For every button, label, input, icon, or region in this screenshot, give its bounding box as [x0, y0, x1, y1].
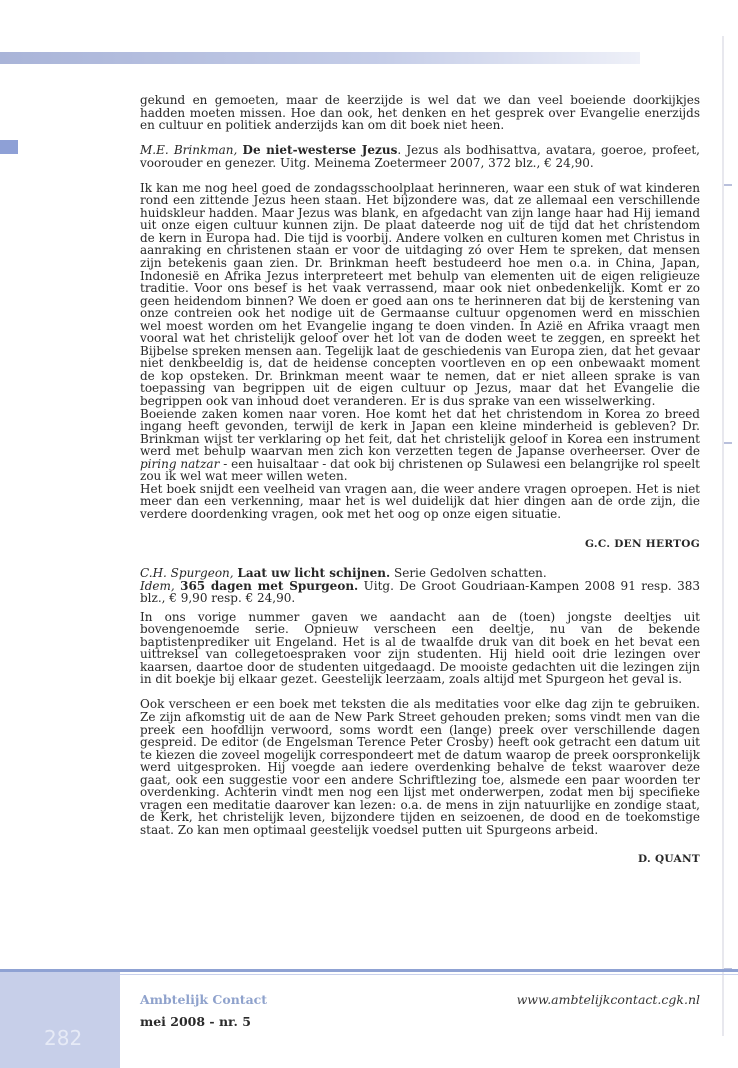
- reviewer-signature: D. QUANT: [638, 853, 700, 866]
- review-2-citation: [140, 144, 700, 169]
- citation-title: Laat uw licht schijnen.: [237, 566, 391, 581]
- website-url[interactable]: www.ambtelijkcontact.cgk.nl: [516, 992, 700, 1007]
- citation-details: Serie Gedolven schatten.: [390, 566, 547, 581]
- review-3-citation: [140, 580, 700, 605]
- italic-term: piring natzar: [140, 456, 220, 471]
- issue-label: mei 2008 - nr. 5: [140, 1014, 251, 1029]
- citation-details: Uitg. De Groot Goudriaan-Kampen 2008 91 resp. 383 blz., € 9,90 resp. € 24,90.: [140, 578, 700, 606]
- page-number: 282: [44, 1026, 83, 1050]
- citation-title: 365 dagen met Spurgeon.: [180, 578, 359, 593]
- journal-title: Ambtelijk Contact: [140, 992, 268, 1007]
- citation-details: . Jezus als bodhisattva, avatara, goeroe, profeet, voorouder en genezer. Uitg. Meinema Zoetermeer 2007, 372 blz., € 24,90.: [140, 143, 700, 170]
- page-number-box: [0, 972, 120, 1068]
- citation-title: De niet-westerse Jezus: [242, 143, 398, 158]
- citation-author: Idem,: [140, 578, 175, 593]
- review-1-conclusion: gekund en gemoeten, maar de keerzijde is wel dat we dan veel boeiende doorkijkjes hadden moeten missen. Hoe dan ook, het denken en het gesprek over Evangelie enerzijds en cultuur en politiek anderzijds kan om dit boek niet heen.: [140, 93, 700, 133]
- header-color-band: [0, 52, 640, 64]
- review-2-paragraph: Ik kan me nog heel goed de zondagsschoolplaat herinneren, waar een stuk of wat kinderen rond een zittende Jezus heen staan. Het bijzondere was, dat ze allemaal een verschillende huidskleur hadden. Maar Jezus was blank, en afgedacht van zijn lange haar had Hij iemand uit onze eigen cultuur kunnen zijn. De plaat dateerde nog uit de tijd dat het christendom de kern in Europa had. Die tijd is voorbij. Andere volken en culturen komen met Christus in aanraking en christenen staan er voor de uitdaging zó over Hem te spreken, dat mensen zijn betekenis gaan zien. Dr. Brinkman heeft bestudeerd hoe men o.a. in China, Japan, Indonesië en Afrika Jezus interpreteert met behulp van elementen uit de eigen religieuze traditie. Voor ons besef is het vaak verrassend, maar ook niet onbedenkelijk. Komt er zo geen heidendom binnen? We doen er goed aan ons te herinneren dat bij de kerstening van onze contreien ook het nodige uit de Germaanse cultuur opgenomen werd en misschien wel moest worden om het Evangelie ingang te doen vinden. In Azië en Afrika vraagt men vooral wat het christelijk geloof over het lot van de doden weet te zeggen, en spreekt het Bijbelse spreken mensen aan. Tegelijk laat de geschiedenis van Europa zien, dat het gevaar niet denkbeeldig is, dat de heidense concepten voortleven en op een onbewaakt moment de kop opsteken. Dr. Brinkman meent waar te nemen, dat er niet alleen sprake is van toepassing van begrippen uit de eigen cultuur op Jezus, maar dat het Evangelie die begrippen ook van inhoud doet veranderen. Er is dus sprake van een wisselwerking.: [140, 180, 700, 409]
- review-3-paragraph: In ons vorige nummer gaven we aandacht aan de (toen) jongste deeltjes uit bovengenoemde serie. Opnieuw verscheen een deeltje, nu van de bekende baptistenprediker uit Engeland. Het is al de twaalfde druk van dit boek en het bevat een uittreksel van collegetoespraken voor zijn studenten. Hij hield ooit drie lezingen over kaarsen, daartoe door de studenten uitgedaagd. De mooiste gedachten uit die lezingen zijn in dit boekje bij elkaar gezet. Geestelijk leerzaam, zoals altijd met Spurgeon het geval is.: [140, 609, 700, 687]
- citation-author: C.H. Spurgeon,: [140, 566, 234, 581]
- reviewer-signature: G.C. DEN HERTOG: [585, 537, 700, 550]
- review-3-paragraph: Ook verscheen er een boek met teksten die als meditaties voor elke dag zijn te gebruiken. Ze zijn afkomstig uit de aan de New Park Street gehouden preken; soms vindt men van die preek een hoofdlijn verwoord, soms wordt een (lange) preek over verschillende dagen gespreid. De editor (de Engelsman Terence Peter Crosby) heeft ook getracht een datum uit te kiezen die zoveel mogelijk correspondeert met de datum waarop de preek oorspronkelijk werd uitgesproken. Hij voegde aan iedere overdenking behalve de tekst waarover deze gaat, ook een suggestie voor een andere Schriftlezing toe, alsmede een paar woorden ter overdenking. Achterin vindt men nog een lijst met onderwerpen, zodat men bij specifieke vragen een meditatie daarover kan lezen: o.a. de mens in zijn natuurlijke en zondige staat, de Kerk, het christelijk leven, bijzondere tijden en seizoenen, de dood en de toekomstige staat. Zo kan men optimaal geestelijk voedsel putten uit Spurgeons arbeid.: [140, 697, 700, 837]
- review-2-paragraph: Het boek snijdt een veelheid van vragen aan, die weer andere vragen oproepen. Het is niet meer dan een verkenning, maar het is wel duidelijk dat hier dingen aan de orde zijn, die verdere doordenking vragen, ook met het oog op onze eigen situatie.: [140, 481, 700, 521]
- edge-tick: [724, 184, 732, 186]
- page-edge-rule: [722, 36, 724, 1036]
- review-2-paragraph: Boeiende zaken komen naar voren. Hoe komt het dat het christendom in Korea zo breed ingang heeft gevonden, terwijl de kerk in Japan een kleine minderheid is gebleven? Dr. Brinkman wijst ter verklaring op het feit, dat het christelijk geloof in Korea een instrument werd met behulp waarvan men zich kon verzetten tegen de Japanse overheerser. Over de piring natzar - een huisaltaar - dat ook bij christenen op Sulawesi een belangrijke rol speelt zou ik wel wat meer willen weten.: [140, 406, 700, 484]
- citation-author: M.E. Brinkman,: [140, 143, 238, 158]
- edge-tick: [724, 442, 732, 444]
- margin-marker: [0, 140, 18, 154]
- article-body: [140, 94, 700, 866]
